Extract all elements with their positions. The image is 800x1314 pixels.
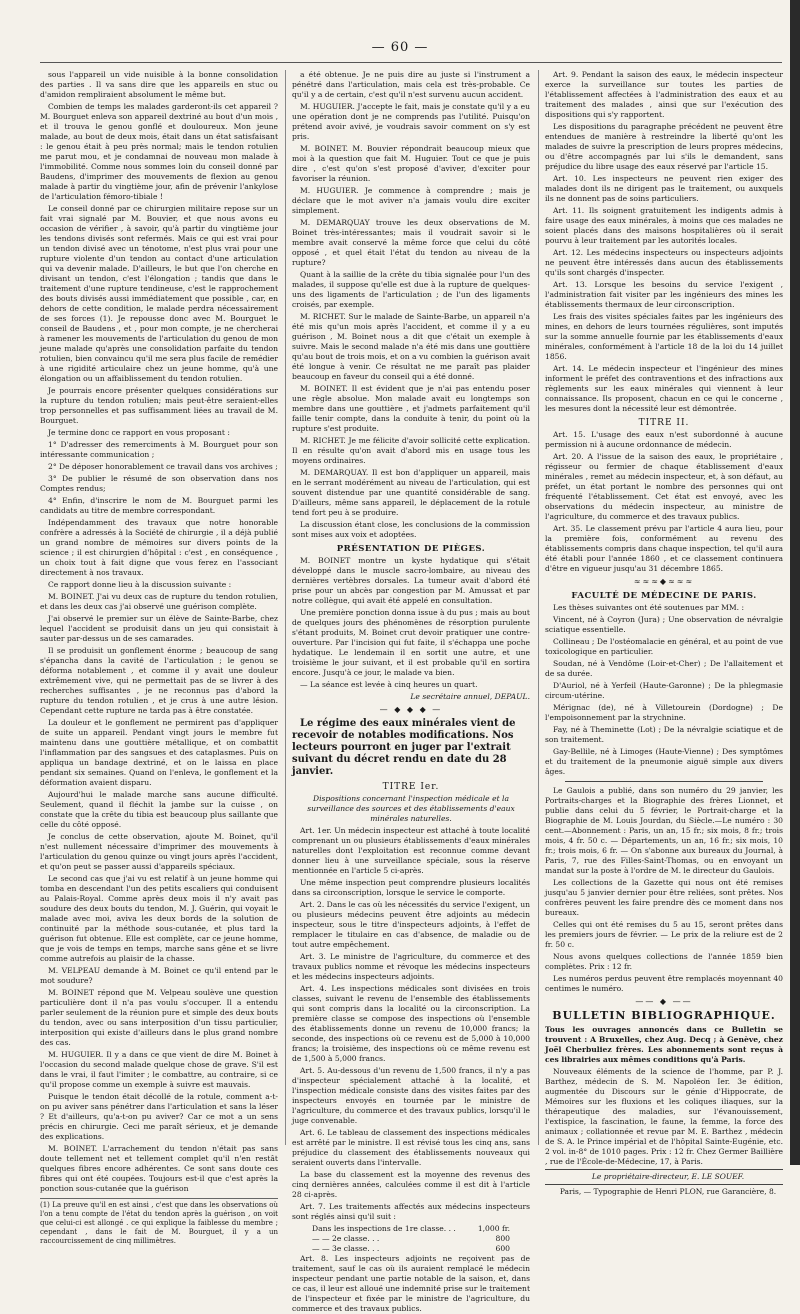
paragraph: La douleur et le gonflement ne permirent pas d'appliquer de suite un appareil. Pendant vingt jours le membre fut maintenu dans une gouttière métallique, et on combattit l'inflammation par des sangsues et des cataplasmes. Puis on appliqua un bandage dextriné, et on le laissa en place pendant six semaines. Quand on l'enleva, le gonflement et la déformation avaient disparu. — [40, 718, 278, 787]
col2-articles — [292, 826, 530, 1222]
paragraph: Gay-Bellile, né à Limoges (Haute-Vienne) ; Des symptômes et du traitement de la pneumonie aiguë simple aux divers âges. — [545, 747, 783, 776]
titre-1-heading: TITRE Ier. — [382, 782, 440, 792]
paragraph: Art. 6. Le tableau de classement des inspections médicales est arrêté par le ministre. Il est révisé tous les cinq ans, sans préjudice du classement des établissements nouveaux qui seraient ouverts dans l'intervalle. — [292, 1128, 530, 1167]
salary-row — [292, 1224, 530, 1234]
footnote: (1) La preuve qu'il en est ainsi , c'est que dans les observations où l'on a tenu compte de l'état du tendon après la guérison , on voit que celui-ci est allongé . ce qui explique la faiblesse du membre ; cependant , dans le fait de M. Bourguet, il y a un raccourcissement de cinq millimètres. — [40, 1198, 278, 1246]
paragraph: Les numéros perdus peuvent être remplacés moyennant 40 centimes le numéro. — [545, 974, 783, 993]
paragraph: Une première ponction donna issue à du pus ; mais au bout de quelques jours des phénomènes de résorption purulente s'étant produits, M. Boinet crut devoir pratiquer une contre-ouverture. Par l'incision qui fut faite, il s'échappa une poche hydatique. Le lendemain il en sortit une autre, et une troisième le jour suivant, et il est probable qu'il en sortira encore. Jusqu'à ce jour, le malade va bien. — [292, 608, 530, 677]
paragraph: Art. 5. Au-dessous d'un revenu de 1,500 francs, il n'y a pas d'inspecteur spécialement attaché à la localité, et l'inspection médicale consiste dans des visites faites par des inspecteurs envoyés en tournée par le ministre de l'agriculture, du commerce et des travaux publics, lorsqu'il le juge convenable. — [292, 1066, 530, 1125]
paragraph: a été obtenue. Je ne puis dire au juste si l'instrument a pénétré dans l'articulation, mais cela est très-probable. Ce qu'il y a de certain, c'est qu'il n'est survenu aucun accident. — [292, 70, 530, 99]
salary-value: 800 — [495, 1234, 510, 1243]
paragraph: M. BOINET montre un kyste hydatique qui s'était développé dans le muscle sacro-lombaire, au niveau des dernières vertèbres dorsales. La tumeur avait d'abord été prise pour un abcès par congestion par M. Amussat et par notre collègue, qui avait été appelé en consultation. — [292, 556, 530, 605]
bulletin-intro: Tous les ouvrages annoncés dans ce Bulletin se trouvent : A Bruxelles, chez Aug. Decq ; à Genève, chez Joël Cherbuliez frères. Les abonnements sont reçus à ces librairies aux mêmes conditions qu'à Paris. — [545, 1025, 783, 1064]
paragraph: D'Auriol, né à Yerfeil (Haute-Garonne) ; De la phlegmasie circum-utérine. — [545, 681, 783, 700]
ornament-divider: —— ◆ —— — [635, 997, 693, 1006]
paragraph: Indépendamment des travaux que notre honorable confrère a adressés à la Société de chirurgie , il a déjà publié un grand nombre de mémoires sur divers points de la science ; il est chirurgien d'hôpital : c'est , en conséquence , un choix tout à fait digne que vous ferez en l'associant directement à nos travaux. — [40, 518, 278, 577]
salary-label: — — 3e classe. . . — [312, 1244, 380, 1253]
paragraph: Celles qui ont été remises du 5 au 15, seront prêtes dans les premiers jours de février. — Le prix de la reliure est de 2 fr. 50 c. — [545, 920, 783, 949]
bulletin-heading: BULLETIN BIBLIOGRAPHIQUE. — [552, 1009, 776, 1022]
salary-label: — — 2e classe. . . — [312, 1234, 380, 1243]
divider-rule — [565, 781, 763, 782]
paragraph: Quant à la saillie de la crête du tibia signalée pour l'un des malades, il suppose qu'elle est due à la rupture de quelques-uns des ligaments de l'articulation ; de l'un des ligaments croisés, par exemple. — [292, 270, 530, 309]
column-divider — [538, 70, 539, 1145]
paragraph: J'ai observé le premier sur un élève de Sainte-Barbe, chez lequel l'accident se produisit dans un jeu qui consistait à sauter par-dessus un de ses camarades. — [40, 614, 278, 643]
paragraph: Art. 9. Pendant la saison des eaux, le médecin inspecteur exerce la surveillance sur toutes les parties de l'établissement affectées à l'administration des eaux et au traitement des malades , ainsi que sur l'exécution des dispositions qui s'y rapportent. — [545, 70, 783, 119]
paragraph: M. BOINET répond que M. Velpeau soulève une question particulière dont il n'a pas voulu s'occuper. Il a entendu parler seulement de la réunion pure et simple des deux bouts du tendon, avec ou sans interposition d'un tissu particulier, interposition qui existe d'ailleurs dans le plus grand nombre des cas. — [40, 988, 278, 1047]
column-3 — [545, 70, 783, 1196]
paragraph: Art. 1er. Un médecin inspecteur est attaché à toute localité comprenant un ou plusieurs établissements d'eaux minérales naturelles dont l'exploitation est reconnue comme devant donner lieu à une surveillance spéciale, sous la réserve mentionnée en l'article 5 ci-après. — [292, 826, 530, 875]
paragraph: Le second cas que j'ai vu est relatif à un jeune homme qui tomba en descendant l'un des petits escaliers qui conduisent au Palais-Royal. Comme après deux mois il n'y avait pas soudure des deux bouts du tendon, M. J. Guérin, qui voyait le malade avec moi, avivа les deux bords de la solution de continuité par la méthode sous-cutanée, et plus tard la guérison fut obtenue. Elle est complète, car ce jeune homme, que je vois de temps en temps, marche sans gêne et se livre comme autrefois au plaisir de la chasse. — [40, 874, 278, 963]
ornament-divider: — ◆ ◆ ◆ — — [379, 705, 443, 714]
paragraph: Art. 7. Les traitements affectés aux médecins inspecteurs sont réglés ainsi qu'il suit : — [292, 1202, 530, 1221]
paragraph: M. BOINET. J'ai vu deux cas de rupture du tendon rotulien, et dans les deux cas j'ai observé une guérison complète. — [40, 592, 278, 611]
paragraph: sous l'appareil un vide nuisible à la bonne consolidation des parties . Il va sans dire que les appareils en stuc ou d'amidon rempliraient absolument le même but. — [40, 70, 278, 99]
titre-1-subtitle: Dispositions concernant l'inspection médicale et la surveillance des sources et des établissements d'eaux minérales naturelles. — [307, 794, 515, 823]
column-1 — [40, 70, 278, 1245]
paragraph: M. BOINET. L'arrachement du tendon n'était pas sans doute tellement net et tellement complet qu'il n'en restât quelques fibres encore adhérentes. Ce sont sans doute ces fibres qui ont été coupées. Toujours est-il que c'est après la ponction sous-cutanée que la guérison — [40, 1144, 278, 1193]
paragraph: M. DEMARQUAY. Il est bon d'appliquer un appareil, mais en le serrant modérément au niveau de l'articulation, qui est souvent distendue par une quantité considérable de sang. D'ailleurs, même sans appareil, le déplacement de la rotule tend fort peu à se produire. — [292, 468, 530, 517]
ornament-divider: ≈≈≈◆≈≈≈ — [633, 577, 695, 586]
salary-value: 600 — [495, 1244, 510, 1253]
paragraph: 1° D'adresser des remerciments à M. Bourguet pour son intéressante communication ; — [40, 440, 278, 459]
paragraph: La base du classement est la moyenne des revenus des cinq dernières années, calculées comme il est dit à l'article 28 ci-après. — [292, 1170, 530, 1199]
paragraph: Je termine donc ce rapport en vous proposant : — [48, 428, 230, 437]
header-rule — [40, 62, 782, 63]
proprietor-line: Le propriétaire-directeur, E. LE SOUEF. — [545, 1169, 783, 1182]
col3-articles — [545, 70, 783, 414]
paragraph: M. HUGUIER. J'accepte le fait, mais je constate qu'il y a eu une opération dont je ne comprends pas l'utilité. Puisqu'on prétend avoir avivé, je voudrais savoir comment on s'y est pris. — [292, 102, 530, 141]
column-divider — [285, 70, 286, 1145]
section-title-pieces: PRÉSENTATION DE PIÈGES. — [336, 544, 486, 554]
paragraph: Art. 13. Lorsque les besoins du service l'exigent , l'administration fait visiter par les ingénieurs des mines les établissements thermaux de leur circonscription. — [545, 280, 783, 309]
col1-paragraphs — [40, 70, 278, 1194]
paragraph: Ce rapport donne lieu à la discussion suivante : — [48, 580, 232, 589]
imprint-line: Paris, — Typographie de Henri PLON, rue Garancière, 8. — [545, 1184, 783, 1197]
paragraph: 2° De déposer honorablement ce travail dans vos archives ; — [48, 462, 278, 471]
paragraph: Aujourd'hui le malade marche sans aucune difficulté. Seulement, quand il fléchit la jambe sur la cuisse , on constate que la crête du tibia est beaucoup plus saillante que celle du côté opposé. — [40, 790, 278, 829]
column-2 — [292, 70, 530, 1313]
faculty-theses — [545, 603, 783, 777]
bulletin-entry: Nouveaux éléments de la science de l'homme, par P. J. Barthez, médecin de S. M. Napoléon Ier. 3e édition, augmentée du Discours sur le génie d'Hippocrate, de Mémoires sur les fluxions et les coliques iliaques, sur la thérapeutique des maladies, sur l'évanouissement, l'extispice, la fascination, le faune, la femme, la force des animaux ; collationnée et revue par M. E. Barthez , médecin de S. A. le Prince impérial et de l'hôpital Sainte-Eugénie, etc. 2 vol. in-8° de 1010 pages. Prix : 12 fr. Chez Germer Baillière , rue de l'École-de-Médecine, 17, à Paris. — [545, 1067, 783, 1166]
paragraph: Les dispositions du paragraphe précédent ne peuvent être entendues de manière à restreindre la liberté qu'ont les malades de suivre la prescription de leurs propres médecins, ou d'être accompagnés par lui s'ils le demandent, sans préjudice du libre usage des eaux réservé par l'article 15. — [545, 122, 783, 171]
paragraph: Soudan, né à Vendôme (Loir-et-Cher) ; De l'allaitement et de sa durée. — [545, 659, 783, 678]
col3-titre2-paragraphs — [545, 430, 783, 574]
paragraph: M. VELPEAU demande à M. Boinet ce qu'il entend par le mot soudure? — [40, 966, 278, 985]
paragraph: Puisque le tendon était décollé de la rotule, comment a-t-on pu aviver sans pénétrer dans l'articulation et sans la léser ? Et d'ailleurs, qu'a-t-on pu aviver? Car ce mot a un sens précis en chirurgie. Ceci me paraît sérieux, et je demande des explications. — [40, 1092, 278, 1141]
paragraph: M. RICHET. Sur le malade de Sainte-Barbe, un appareil n'a été mis qu'un mois après l'accident, et comme il y a eu guérison , M. Boinet nous a dit que c'était un exemple à suivre. Mais le second malade n'a été mis dans une gouttière qu'au bout de trois mois, et on a vu combien la guérison avait été longue à venir. Ce résultat ne me paraît pas plaider beaucoup en faveur du conseil qui a été donné. — [292, 312, 530, 381]
paragraph: M. DEMARQUAY trouve les deux observations de M. Boinet très-intéressantes; mais il voudrait savoir si le membre avait conservé la même force que celui du côté opposé , et quel était l'état du tendon au niveau de la rupture? — [292, 218, 530, 267]
paragraph: Combien de temps les malades garderont-ils cet appareil ? M. Bourguet enleva son appareil dextriné au bout d'un mois , et il trouva le genou gonflé et douloureux. Mon jeune malade, au bout de deux mois, était dans un état satisfaisant : le genou était à peu près normal; mais le tendon rotulien me parut mou, et je condamnai de nouveau mon malade à l'immobilité. Comme nous sommes loin du conseil donné par Baudens, d'imprimer des mouvements de flexion au genou malade à partir du vingtième jour, afin de prévenir l'ankylose de l'articulation fémoro-tibiale ! — [40, 102, 278, 201]
page-edge-shadow — [790, 0, 800, 1165]
col2-section1-paragraphs — [292, 556, 530, 690]
notices — [545, 786, 783, 994]
paragraph: Le Gaulois a publié, dans son numéro du 29 janvier, les Portraits-charges et la Biographie des frères Lionnet, et publie dans celui du 5 février, le Portrait-charge et la Biographie de M. Louis Jourdan, du Siècle.—Le numéro : 30 cent.—Abonnement : Paris, un an, 15 fr.; six mois, 8 fr.; trois mois, 4 fr. 50 c. — Départements, un an, 16 fr.; six mois, 10 fr.; trois mois, 6 fr. — On s'abonne aux bureaux du Journal, à Paris, 7, rue des Filles-Saint-Thomas, ou en envoyant un mandat sur la poste à l'ordre de M. le directeur du Gaulois. — [545, 786, 783, 875]
paragraph: M. HUGUIER. Il y a dans ce que vient de dire M. Boinet à l'occasion du second malade quelque chose de grave. S'il est dans le vrai, il faut l'imiter ; le combattre, au contraire, si ce qu'il propose comme un exemple à suivre est mauvais. — [40, 1050, 278, 1089]
paragraph: Je pourrais encore présenter quelques considérations sur la rupture du tendon rotulien; mais peut-être seraient-elles trop personnelles et pas suffisamment liées au travail de M. Bourguet. — [40, 386, 278, 425]
paragraph: Collineau ; De l'ostéomalacie en général, et au point de vue toxicologique en particulier. — [545, 637, 783, 656]
decree-heading: Le régime des eaux minérales vient de recevoir de notables modifications. Nos lecteurs pourront en juger par l'extrait suivant du décret rendu en date du 28 janvier. — [292, 718, 516, 777]
paragraph: M. RICHET. Je me félicite d'avoir sollicité cette explication. Il en résulte qu'on avait d'abord mis en usage tous les moyens ordinaires. — [292, 436, 530, 465]
paragraph: 3° De publier le résumé de son observation dans nos Comptes rendus; — [40, 474, 278, 493]
paragraph: Art. 11. Ils soignent gratuitement les indigents admis à faire usage des eaux minérales, à moins que ces malades ne soient placés dans des maisons hospitalières où il serait pourvu à leur traitement par les autorités locales. — [545, 206, 783, 245]
salary-value: 1,000 fr. — [477, 1224, 510, 1233]
paragraph: M. HUGUIER. Je commence à comprendre ; mais je déclare que le mot aviver n'a jamais voulu dire exciter simplement. — [292, 186, 530, 215]
paragraph: — La séance est levée à cinq heures un quart. — [300, 680, 478, 689]
salary-row — [292, 1244, 530, 1254]
paragraph: Une même inspection peut comprendre plusieurs localités dans sa circonscription, lorsque le service le comporte. — [292, 878, 530, 897]
article-8: Art. 8. Les inspecteurs adjoints ne reçoivent pas de traitement, sauf le cas où ils auraient remplacé le médecin inspecteur pendant une partie notable de la saison, et, dans ce cas, il leur est alloué une indemnité prise sur le traitement de l'inspecteur et fixée par le ministre de l'agriculture, du commerce et des travaux publics. — [292, 1254, 530, 1313]
titre-2-heading: TITRE II. — [638, 418, 690, 428]
paragraph: Art. 35. Le classement prévu par l'article 4 aura lieu, pour la première fois, conformément au revenu des établissements compris dans chaque inspection, tel qu'il aura été établi pour l'année 1860 , et ce classement continuera d'être en vigueur jusqu'au 31 décembre 1865. — [545, 524, 783, 573]
paragraph: Les thèses suivantes ont été soutenues par MM. : — [553, 603, 745, 612]
paragraph: La discussion étant close, les conclusions de la commission sont mises aux voix et adoptées. — [292, 520, 530, 539]
salary-table — [292, 1224, 530, 1254]
paragraph: 4° Enfin, d'inscrire le nom de M. Bourguet parmi les candidats au titre de membre correspondant. — [40, 496, 278, 515]
faculty-heading: FACULTÉ DE MÉDECINE DE PARIS. — [571, 591, 757, 601]
col2-paragraphs — [292, 70, 530, 540]
paragraph: Art. 14. Le médecin inspecteur et l'ingénieur des mines informent le préfet des contraventions et des infractions aux règlements sur les eaux minérales qui viennent à leur connaissance. Ils proposent, chacun en ce qui le concerne , les mesures dont la nécessité leur est démontrée. — [545, 364, 783, 413]
paragraph: Art. 10. Les inspecteurs ne peuvent rien exiger des malades dont ils ne dirigent pas le traitement, ou auxquels ils ne donnent pas de soins particuliers. — [545, 174, 783, 203]
paragraph: M. BOINET. M. Bouvier répondrait beaucoup mieux que moi à la question que fait M. Huguier. Tout ce que je puis dire , c'est qu'on s'est proposé d'aviver, d'exciter pour favoriser la réunion. — [292, 144, 530, 183]
paragraph: Art. 12. Les médecins inspecteurs ou inspecteurs adjoints ne peuvent être intéressés dans aucun des établissements qu'ils sont chargés d'inspecter. — [545, 248, 783, 277]
paragraph: Nous avons quelques collections de l'année 1859 bien complètes. Prix : 12 fr. — [545, 952, 783, 971]
paragraph: Art. 3. Le ministre de l'agriculture, du commerce et des travaux publics nomme et révoque les médecins inspecteurs et les médecins inspecteurs adjoints. — [292, 952, 530, 981]
paragraph: Art. 2. Dans le cas où les nécessités du service l'exigent, un ou plusieurs médecins peuvent être adjoints au médecin inspecteur, sous le titre d'inspecteurs adjoints, à l'effet de remplacer le titulaire en cas d'absence, de maladie ou de tout autre empêchement. — [292, 900, 530, 949]
paragraph: Les collections de la Gazette qui nous ont été remises jusqu'au 5 janvier dernier pour être reliées, sont prêtes. Nos confrères peuvent les faire prendre dès ce moment dans nos bureaux. — [545, 878, 783, 917]
page-number: — 60 — — [371, 40, 429, 55]
salary-row — [292, 1234, 530, 1244]
paragraph: Art. 15. L'usage des eaux n'est subordonné à aucune permission ni à aucune ordonnance de médecin. — [545, 430, 783, 449]
paragraph: Mérignac (de), né à Villetourein (Dordogne) ; De l'empoisonnement par la strychnine. — [545, 703, 783, 722]
paragraph: Les frais des visites spéciales faites par les ingénieurs des mines, en dehors de leurs tournées régulières, sont imputés sur la somme annuelle fournie par les établissements d'eaux minérales, conformément à l'article 18 de la loi du 14 juillet 1856. — [545, 312, 783, 361]
paragraph: Art. 4. Les inspections médicales sont divisées en trois classes, suivant le revenu de l'ensemble des établissements qui sont compris dans la localité ou la circonscription. La première classe se compose des inspections où l'ensemble des établissements donne un revenu de 10,000 francs; la seconde, des inspections où ce revenu est de 5,000 à 10,000 francs; la troisième, des inspections où ce même revenu est de 1,500 à 5,000 francs. — [292, 984, 530, 1063]
paragraph: Vincent, né à Coyron (Jura) ; Une observation de névralgie sciatique essentielle. — [545, 615, 783, 634]
salary-label: Dans les inspections de 1re classe. . . — [312, 1224, 456, 1233]
paragraph: Art. 20. A l'issue de la saison des eaux, le propriétaire , régisseur ou fermier de chaque établissement d'eaux minérales , remet au médecin inspecteur, et, à son défaut, au préfet, un état portant le nombre des personnes qui ont fréquenté l'établissement. Cet état est envoyé, avec les observations du médecin inspecteur, au ministre de l'agriculture, du commerce et des travaux publics. — [545, 452, 783, 521]
paragraph: M. BOINET. Il est évident que je n'ai pas entendu poser une règle absolue. Mon malade avait eu longtemps son membre dans une gouttière , et j'admets parfaitement qu'il faille tenir compte, dans la conduite à tenir, du point où la rupture s'est produite. — [292, 384, 530, 433]
secretary-signature: Le secrétaire annuel, DEPAUL. — [410, 692, 530, 701]
paragraph: Fay, né à Theminette (Lot) ; De la névralgie sciatique et de son traitement. — [545, 725, 783, 744]
paragraph: Il se produisit un gonflement énorme ; beaucoup de sang s'épancha dans la cavité de l'articulation ; le genou se déforma notablement , et comme il y avait une douleur extrêmement vive, qui ne permettait pas de se livrer à des recherches suffisantes , je ne reconnus pas d'abord la rupture du tendon rotulien , et je crus à une autre lésion. Cependant cette rupture ne tarda pas à être constatée. — [40, 646, 278, 715]
paragraph: Je conclus de cette observation, ajoute M. Boinet, qu'il n'est nullement nécessaire d'imprimer des mouvements à l'articulation du genou quinze ou vingt jours après l'accident, et qu'on peut se passer aussi d'appareils spéciaux. — [40, 832, 278, 871]
paragraph: Le conseil donné par ce chirurgien militaire repose sur un fait vrai signalé par M. Bouvier, et que nous avons eu occasion de vérifier , à savoir, qu'à partir du vingtième jour les tendons divisés sont refermés. Mais ce qui est vrai pour un tendon divisé avec un ténotome, n'est plus vrai pour une rupture violente d'un tendon au contact d'une articulation qui va devenir malade. D'ailleurs, le but que l'on cherche en divisant un tendon, c'est l'élongation ; tandis que dans le traitement d'une rupture tendineuse, c'est le rapprochement des bouts divisés aussi immédiatement que possible , car, en dehors de cette condition, le malade perdra nécessairement de ses forces (1). Je repousse donc avec M. Bourguet le conseil de Baudens , et , pour mon compte, je ne chercherai à ramener les mouvements de l'articulation du genou de mon jeune malade qu'après une consolidation parfaite du tendon rotulien, bien convaincu qu'il me sera plus facile de remédier à une rigidité articulaire chez un jeune homme, qu'à une élongation ou un affaiblissement du tendon rotulien. — [40, 204, 278, 383]
